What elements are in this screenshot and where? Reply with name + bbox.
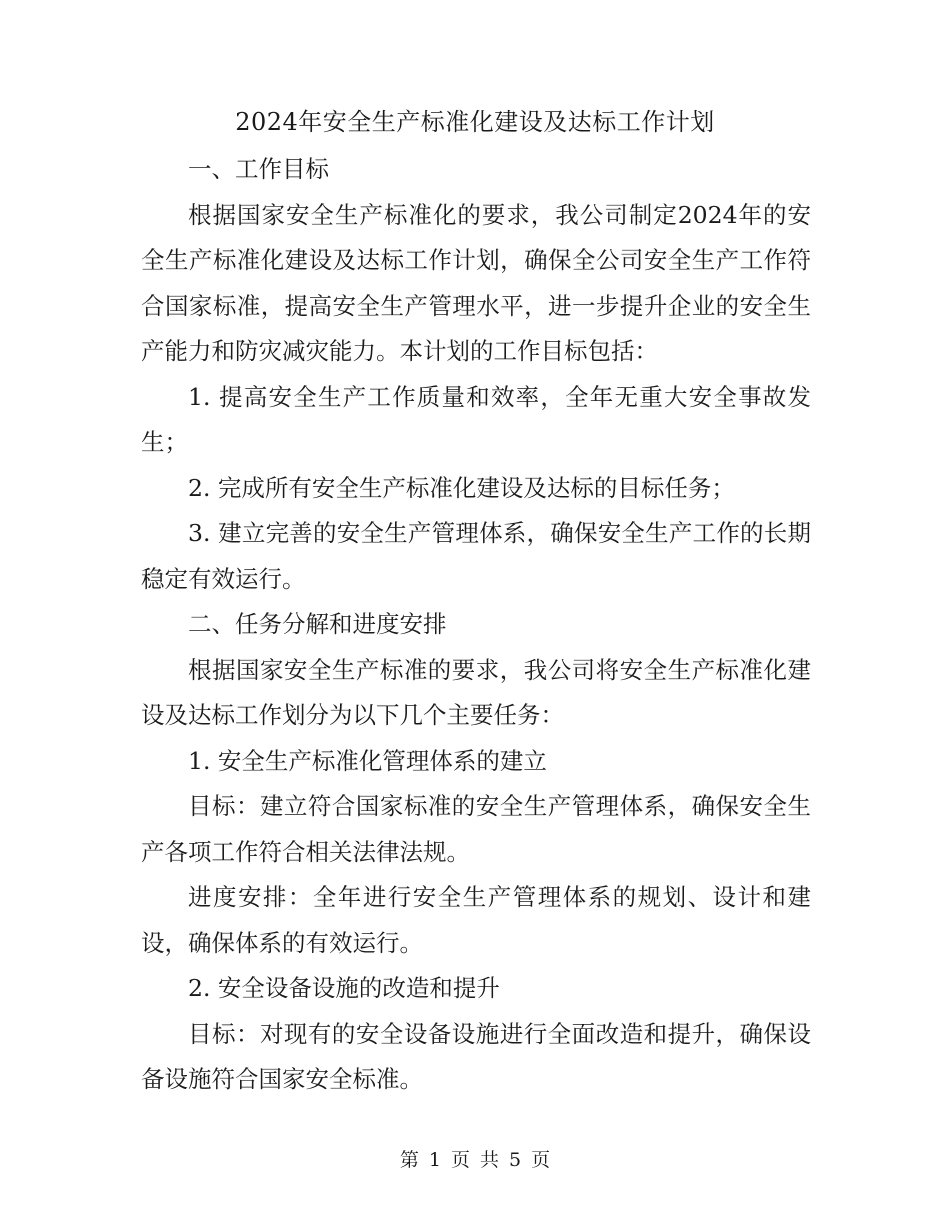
goal-item-1: 1. 提高安全生产工作质量和效率，全年无重大安全事故发生；	[141, 382, 811, 456]
task-1-schedule: 进度安排：全年进行安全生产管理体系的规划、设计和建设，确保体系的有效运行。	[141, 883, 811, 957]
section-heading-tasks: 二、任务分解和进度安排	[188, 610, 447, 638]
paragraph-tasks-intro: 根据国家安全生产标准的要求，我公司将安全生产标准化建设及达标工作划分为以下几个主要任务：	[141, 655, 811, 729]
document-title: 2024年安全生产标准化建设及达标工作计划	[235, 108, 715, 136]
task-2-target: 目标：对现有的安全设备设施进行全面改造和提升，确保设备设施符合国家安全标准。	[141, 1019, 811, 1093]
task-heading-1: 1. 安全生产标准化管理体系的建立	[188, 746, 547, 775]
goal-item-3: 3. 建立完善的安全生产管理体系，确保安全生产工作的长期稳定有效运行。	[141, 519, 811, 593]
document-body	[141, 147, 811, 1103]
page-number-footer: 第 1 页 共 5 页	[399, 1149, 551, 1171]
task-heading-2: 2. 安全设备设施的改造和提升	[188, 974, 500, 1002]
task-1-target: 目标：建立符合国家标准的安全生产管理体系，确保安全生产各项工作符合相关法律法规。	[141, 792, 811, 866]
paragraph-goals-intro: 根据国家安全生产标准化的要求，我公司制定2024年的安全生产标准化建设及达标工作计划，确保全公司安全生产工作符合国家标准，提高安全生产管理水平，进一步提升企业的安全生产能力和防灾减灾能力。本计划的工作目标包括：	[141, 200, 811, 365]
goal-item-2: 2. 完成所有安全生产标准化建设及达标的目标任务；	[188, 473, 735, 502]
section-heading-goals: 一、工作目标	[188, 155, 329, 183]
